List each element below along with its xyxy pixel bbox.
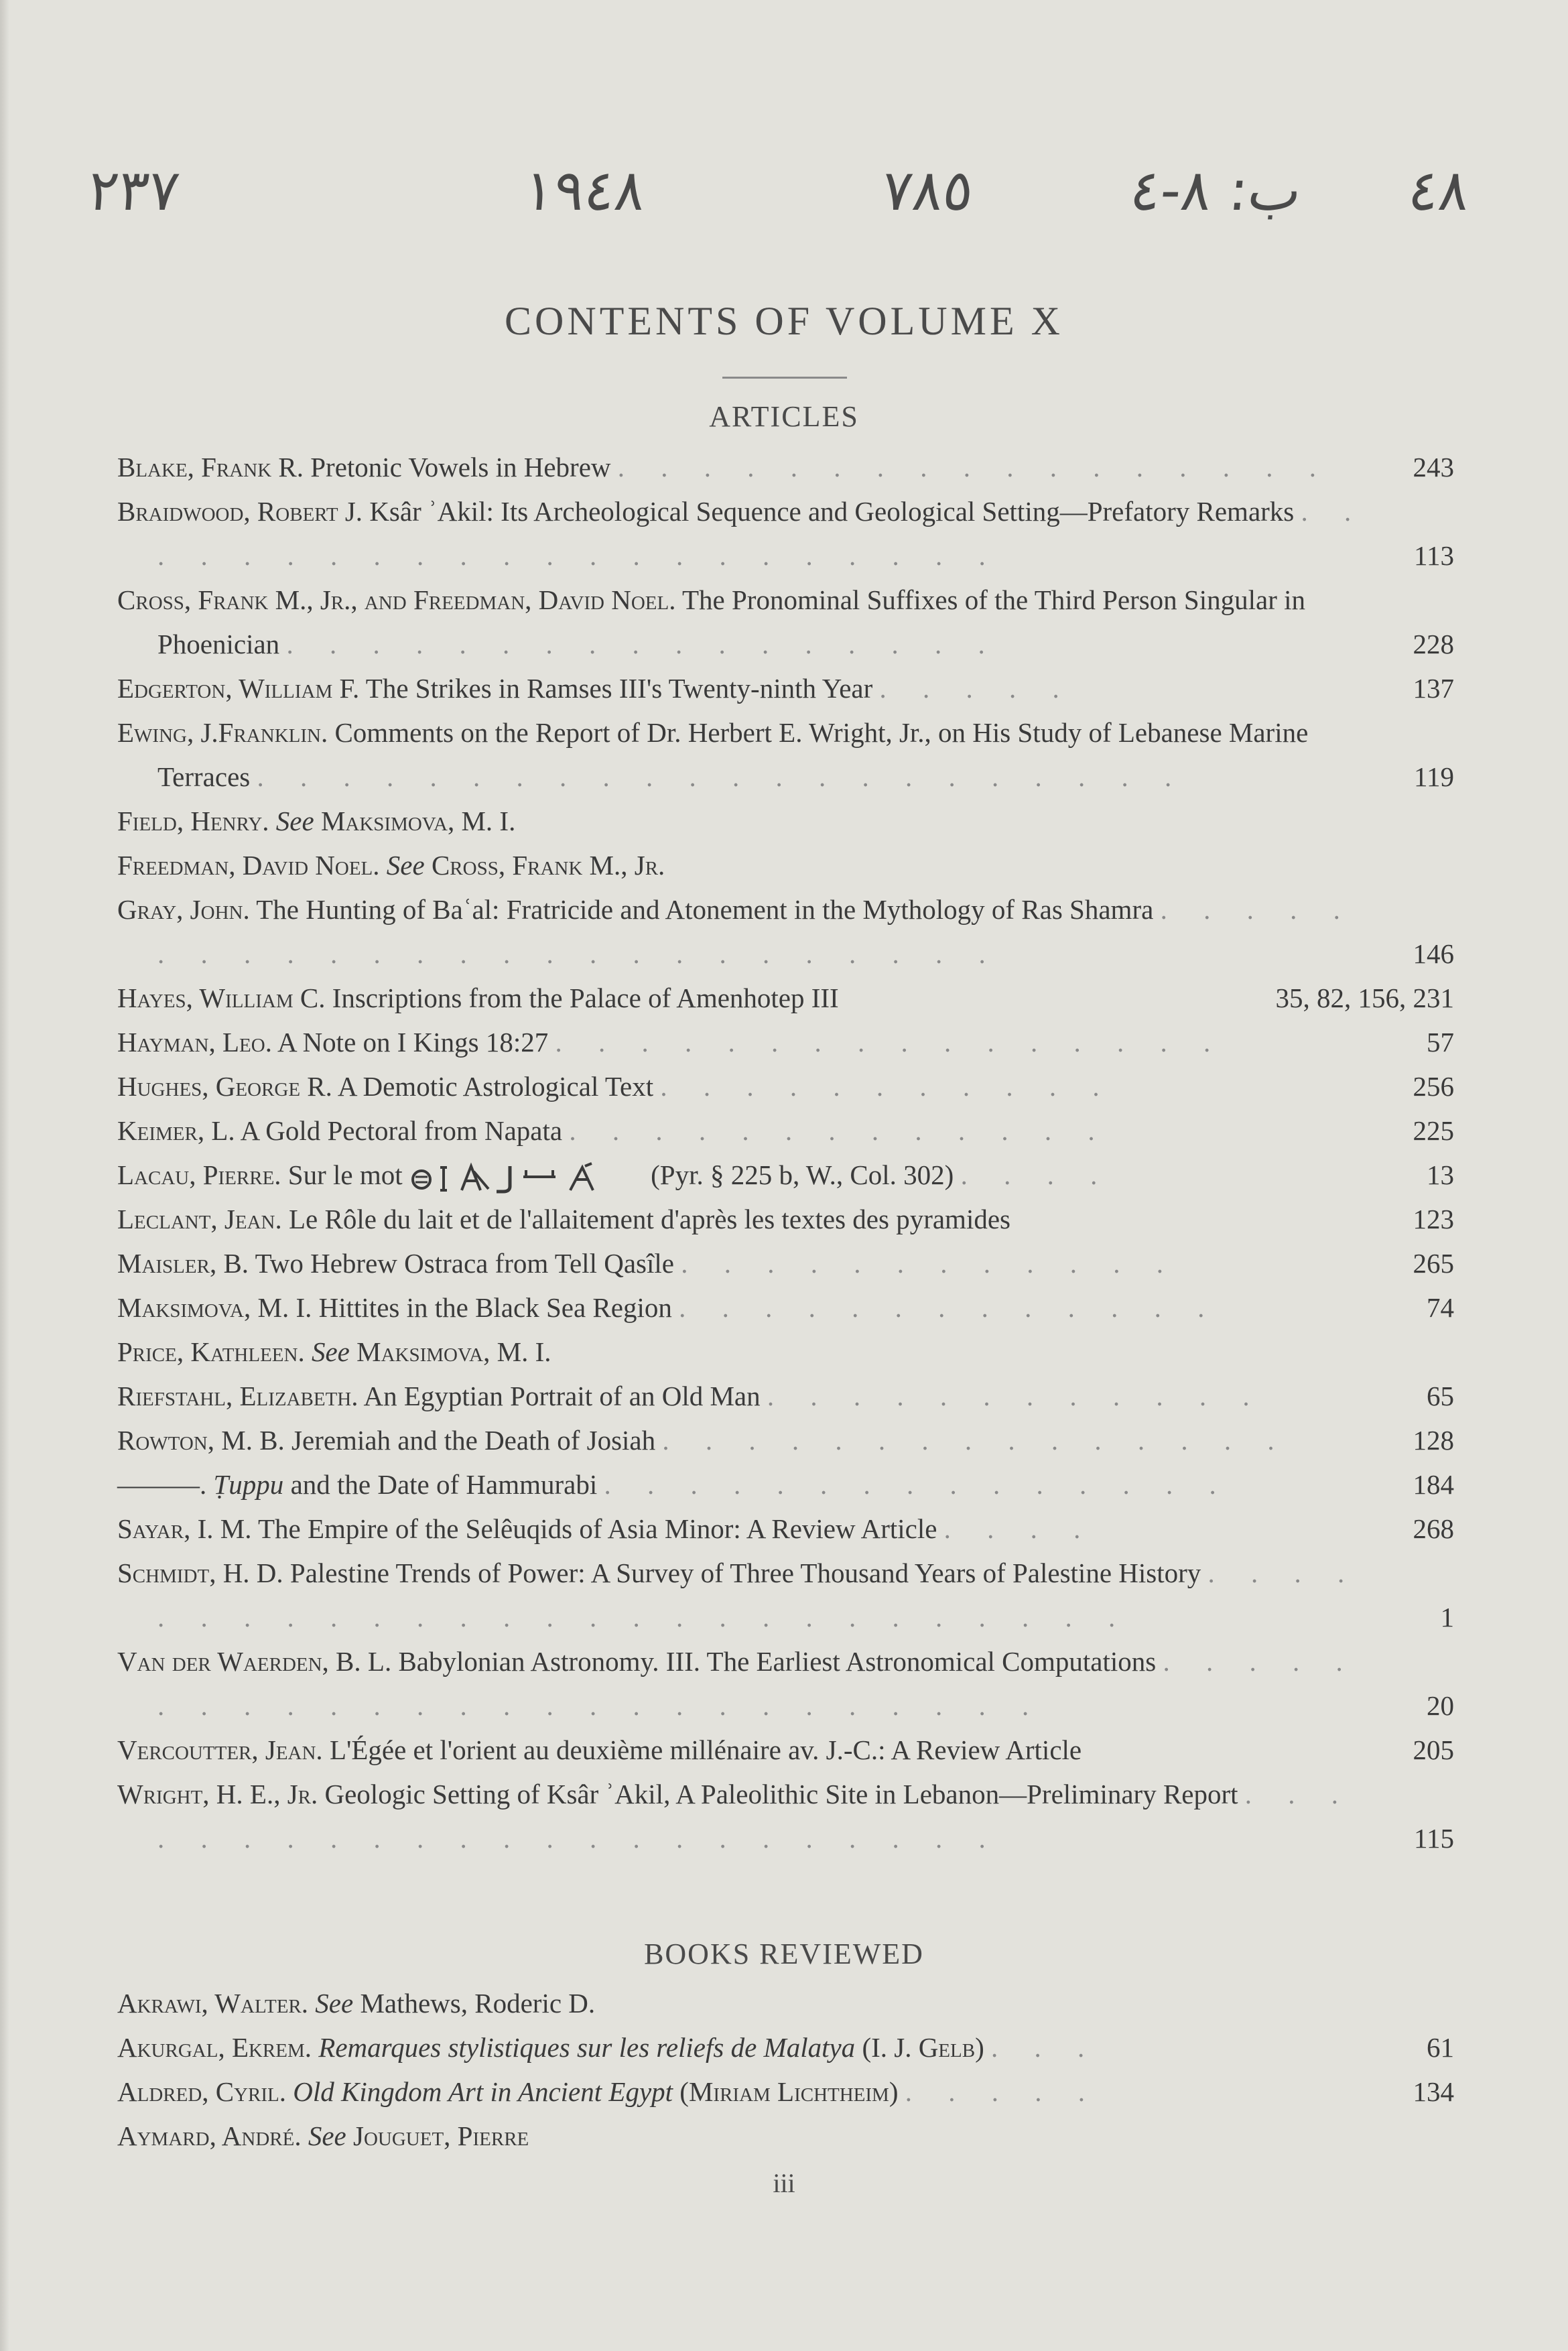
article-entry <box>117 1020 1454 1064</box>
article-entry <box>117 666 1454 710</box>
author: Wright, H. E., Jr. <box>117 1779 318 1809</box>
page-ref: 146 <box>1413 938 1454 969</box>
book-title: Remarques stylistiques sur les reliefs de Malatya <box>318 2032 856 2063</box>
reviewer: (I. J. Gelb) <box>862 2032 984 2063</box>
cross-reference: Jouguet, Pierre <box>353 2120 529 2151</box>
book-title: Old Kingdom Art in Ancient Egypt <box>293 2076 673 2107</box>
article-title: The Empire of the Selêuqids of Asia Minor: A Review Article <box>257 1513 937 1544</box>
article-entry <box>117 1285 1454 1330</box>
page-ref: 268 <box>1413 1513 1454 1544</box>
article-entry <box>117 1418 1454 1462</box>
author: Akurgal, Ekrem. <box>117 2032 312 2063</box>
page-ref: 128 <box>1413 1425 1454 1456</box>
leader-dots: . . . . . . . . . . . . . . . . . . . . . . . . . . <box>157 1646 1358 1721</box>
leader-dots: . . . <box>990 2032 1100 2063</box>
leader-dots: . . . . . . . . . . . . . . . . . <box>286 629 1000 659</box>
article-entry <box>117 1108 1454 1153</box>
see-label: See <box>275 806 314 836</box>
article-entry <box>117 1197 1454 1241</box>
page-ref: 74 <box>1427 1292 1454 1323</box>
article-entry <box>117 578 1454 666</box>
article-entry <box>117 1728 1454 1772</box>
article-title: The Hunting of Baʿal: Fratricide and Atonement in the Mythology of Ras Shamra <box>256 894 1154 925</box>
leader-dots: . . . . . . . . . . . . <box>767 1381 1264 1411</box>
page-ref: 123 <box>1413 1204 1454 1234</box>
page-edge <box>0 0 9 2351</box>
author: Leclant, Jean. <box>117 1204 282 1234</box>
see-label: See <box>315 1988 354 2019</box>
handwritten-note: ٢٣٧ <box>85 157 183 223</box>
page-ref: 65 <box>1427 1381 1454 1411</box>
see-label: See <box>311 1336 350 1367</box>
article-entry <box>117 1551 1454 1639</box>
author: Cross, Frank M., Jr., and Freedman, David Noel. <box>117 584 676 615</box>
page-ref: 228 <box>1413 629 1454 659</box>
article-title: Ksâr ʾAkil: Its Archeological Sequence and Geological Setting—Prefatory Remarks <box>369 496 1295 527</box>
page-number: iii <box>773 2168 795 2198</box>
article-title: A Gold Pectoral from Napata <box>240 1115 563 1146</box>
page-ref: 243 <box>1413 452 1454 483</box>
article-entry <box>117 976 1454 1020</box>
page-ref: 225 <box>1413 1115 1454 1146</box>
article-title: L'Égée et l'orient au deuxième millénaire av. J.-C.: A Review Article <box>329 1734 1082 1765</box>
article-entry <box>117 445 1454 489</box>
cross-reference: Maksimova, M. I. <box>320 806 516 836</box>
author: Maksimova, M. I. <box>117 1292 312 1323</box>
leader-dots: . . . . . . . . . . . . . <box>679 1292 1220 1323</box>
author: Price, Kathleen. <box>117 1336 305 1367</box>
leader-dots: . . . . . <box>879 673 1074 704</box>
author: Braidwood, Robert J. <box>117 496 363 527</box>
article-title: Two Hebrew Ostraca from Tell Qasîle <box>255 1248 674 1279</box>
see-label: See <box>386 850 425 881</box>
article-entry <box>117 1772 1454 1860</box>
page-title: CONTENTS OF VOLUME X <box>505 299 1063 343</box>
page-ref: 20 <box>1427 1690 1454 1721</box>
reviewer: (Miriam Lichtheim) <box>679 2076 899 2107</box>
article-entry <box>117 1462 1454 1507</box>
article-title: Sur le mot <box>287 1159 403 1190</box>
author: Ewing, J.Franklin. <box>117 717 328 748</box>
page-ref: 115 <box>1414 1823 1454 1854</box>
page-ref: 256 <box>1413 1071 1454 1102</box>
handwritten-note: ٧٨٥ <box>879 157 977 223</box>
review-entry <box>117 2114 1454 2158</box>
article-title: Babylonian Astronomy. III. The Earliest Astronomical Computations <box>398 1646 1157 1677</box>
leader-dots: . . . . . . . . . . . . . . . . <box>555 1027 1226 1058</box>
review-list <box>117 1981 1454 2158</box>
handwritten-note: ب: ٨-٤ <box>1127 157 1305 223</box>
leader-dots: . . . . <box>960 1159 1112 1190</box>
page-ref: 205 <box>1413 1734 1454 1765</box>
page-ref: 35, 82, 156, 231 <box>1275 982 1454 1013</box>
article-title: A Demotic Astrological Text <box>337 1071 654 1102</box>
article-title: An Egyptian Portrait of an Old Man <box>363 1381 761 1411</box>
page-ref: 113 <box>1414 540 1454 571</box>
page-ref: 119 <box>1414 761 1454 792</box>
review-entry <box>117 2025 1454 2070</box>
author: Schmidt, H. D. <box>117 1558 283 1588</box>
leader-dots: . . . . . . . . . . . . . . . . . . . . . . . . . . . <box>157 1558 1360 1633</box>
author: Vercoutter, Jean. <box>117 1734 323 1765</box>
review-entry <box>117 2070 1454 2114</box>
cross-reference: Cross, Frank M., Jr. <box>431 850 665 881</box>
author: Van der Waerden, B. L. <box>117 1646 392 1677</box>
article-entry <box>117 1639 1454 1728</box>
article-title: and the Date of Hammurabi <box>290 1469 598 1500</box>
section-heading-books-reviewed: BOOKS REVIEWED <box>644 1937 924 1970</box>
leader-dots: . . . . . . . . . . . <box>660 1071 1114 1102</box>
article-title: A Note on I Kings 18:27 <box>277 1027 549 1058</box>
author: Akrawi, Walter. <box>117 1988 309 2019</box>
author: Lacau, Pierre. <box>117 1159 281 1190</box>
leader-dots: . . . . . . . . . . . . . . . . . <box>617 452 1331 483</box>
author: Aymard, André. <box>117 2120 302 2151</box>
author: Hughes, George R. <box>117 1071 332 1102</box>
handwritten-note: ١٩٤٨ <box>521 157 649 223</box>
author: Blake, Frank R. <box>117 452 304 483</box>
article-title: Palestine Trends of Power: A Survey of Three Thousand Years of Palestine History <box>289 1558 1201 1588</box>
article-title: The Pronominal Suffixes of the Third Person Singular in Phoenician <box>157 584 1306 659</box>
article-title: Comments on the Report of Dr. Herbert E. Wright, Jr., on His Study of Lebanese Marine Terraces <box>157 717 1309 792</box>
page-ref: 265 <box>1413 1248 1454 1279</box>
article-title: The Strikes in Ramses III's Twenty-ninth Year <box>365 673 873 704</box>
article-entry <box>117 799 1454 843</box>
article-entry <box>117 710 1454 799</box>
see-label: See <box>308 2120 346 2151</box>
author: Edgerton, William F. <box>117 673 360 704</box>
article-title: Le Rôle du lait et de l'allaitement d'après les textes des pyramides <box>288 1204 1010 1234</box>
article-title: Inscriptions from the Palace of Amenhotep III <box>332 982 839 1013</box>
article-title: Jeremiah and the Death of Josiah <box>291 1425 656 1456</box>
author: ———. <box>117 1469 207 1500</box>
article-entry <box>117 1330 1454 1374</box>
author: Maisler, B. <box>117 1248 249 1279</box>
leader-dots: . . . . <box>943 1513 1096 1544</box>
page-ref: 134 <box>1413 2076 1454 2107</box>
leader-dots: . . . . . . . . . . . . <box>681 1248 1178 1279</box>
page-ref: 13 <box>1427 1159 1454 1190</box>
author: Sayar, I. M. <box>117 1513 252 1544</box>
article-entry <box>117 843 1454 887</box>
leader-dots: . . . . . . . . . . . . . . . <box>604 1469 1231 1500</box>
author: Hayes, William C. <box>117 982 326 1013</box>
author: Hayman, Leo. <box>117 1027 272 1058</box>
page-ref: 137 <box>1413 673 1454 704</box>
article-entry <box>117 1064 1454 1108</box>
review-entry <box>117 1981 1454 2025</box>
article-list <box>117 445 1454 1860</box>
author: Riefstahl, Elizabeth. <box>117 1381 358 1411</box>
hieroglyph-sign <box>409 1162 644 1194</box>
author: Freedman, David Noel. <box>117 850 380 881</box>
leader-dots: . . . . . . . . . . . . . . . . . . . . . . . <box>157 1779 1354 1854</box>
article-entry <box>117 887 1454 976</box>
article-entry <box>117 1507 1454 1551</box>
article-entry <box>117 1153 1454 1197</box>
page-ref: 184 <box>1413 1469 1454 1500</box>
author: Aldred, Cyril. <box>117 2076 287 2107</box>
author: Field, Henry. <box>117 806 269 836</box>
article-title: Hittites in the Black Sea Region <box>318 1292 672 1323</box>
article-title: Geologic Setting of Ksâr ʾAkil, A Paleolithic Site in Lebanon—Preliminary Report <box>324 1779 1238 1809</box>
author: Keimer, L. <box>117 1115 235 1146</box>
article-title-italic: Ṭuppu <box>213 1469 284 1500</box>
leader-dots: . . . . . . . . . . . . . . . . . . . . . . . . . <box>157 894 1355 969</box>
leader-dots: . . . . . . . . . . . . . . . . . . . . . . <box>157 496 1366 571</box>
section-heading-articles: ARTICLES <box>709 400 859 433</box>
article-entry <box>117 1374 1454 1418</box>
page-ref: 1 <box>1440 1602 1454 1633</box>
article-title: Pretonic Vowels in Hebrew <box>310 452 611 483</box>
title-rule <box>722 377 847 379</box>
leader-dots: . . . . . <box>905 2076 1100 2107</box>
author: Gray, John. <box>117 894 250 925</box>
author: Rowton, M. B. <box>117 1425 285 1456</box>
leader-dots: . . . . . . . . . . . . . . . <box>662 1425 1289 1456</box>
handwritten-note: ٤٨ <box>1405 157 1473 223</box>
article-entry <box>117 1241 1454 1285</box>
article-entry <box>117 489 1454 578</box>
leader-dots: . . . . . . . . . . . . . <box>569 1115 1110 1146</box>
cross-reference: Mathews, Roderic D. <box>360 1988 596 2019</box>
page-ref: 61 <box>1427 2032 1454 2063</box>
cross-reference: Maksimova, M. I. <box>356 1336 551 1367</box>
page-ref: 57 <box>1427 1027 1454 1058</box>
leader-dots: . . . . . . . . . . . . . . . . . . . . . . <box>257 761 1187 792</box>
article-title: (Pyr. § 225 b, W., Col. 302) <box>651 1159 954 1190</box>
